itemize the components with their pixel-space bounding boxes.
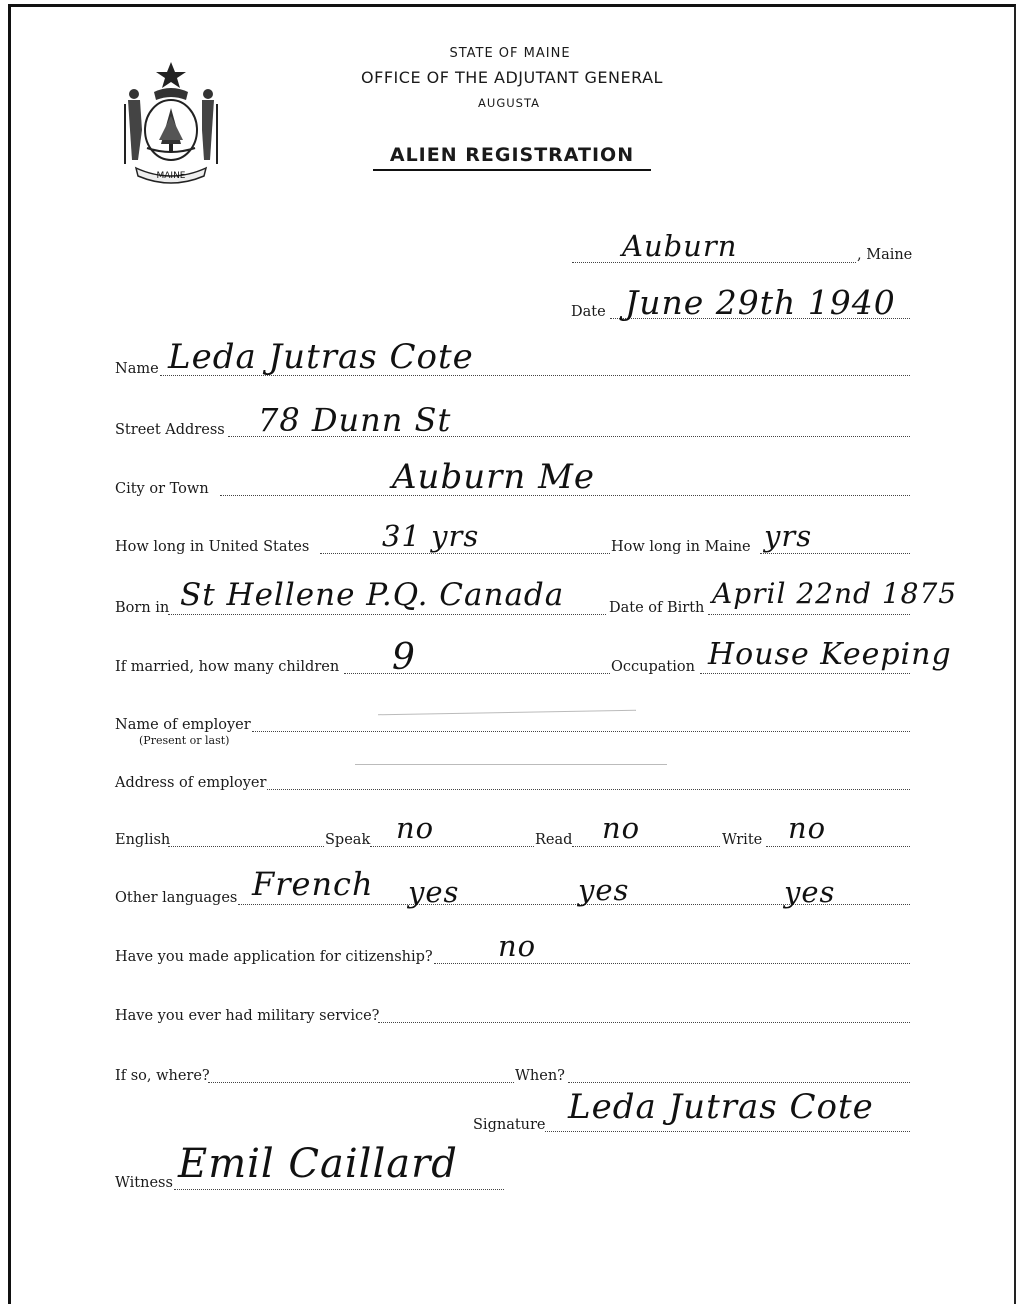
occupation-label: Occupation — [611, 659, 695, 675]
how-long-us-label: How long in United States — [115, 539, 310, 555]
office-heading: OFFICE OF THE ADJUTANT GENERAL — [361, 68, 663, 87]
other-write-value: yes — [784, 875, 836, 909]
maine-label: , Maine — [857, 247, 913, 263]
witness-label: Witness — [115, 1175, 173, 1191]
employer-address-label: Address of employer — [115, 775, 267, 791]
name-label: Name — [115, 361, 159, 377]
children-line — [344, 673, 610, 674]
how-long-us-value: 31 yrs — [382, 519, 480, 553]
how-long-maine-value: yrs — [764, 519, 813, 553]
read-line — [572, 846, 720, 847]
witness-line — [174, 1189, 504, 1190]
state-heading: STATE OF MAINE — [449, 46, 571, 61]
military-label: Have you ever had military service? — [115, 1008, 380, 1024]
write-label: Write — [722, 832, 763, 848]
employer-label: Name of employer — [115, 717, 251, 733]
other-read-value: yes — [578, 873, 630, 907]
born-in-value: St Hellene P.Q. Canada — [180, 577, 565, 613]
form-title: ALIEN REGISTRATION — [373, 144, 651, 171]
write-line — [766, 846, 910, 847]
read-label: Read — [535, 832, 573, 848]
street-label: Street Address — [115, 422, 225, 438]
english-line — [168, 846, 324, 847]
read-value: no — [602, 811, 641, 845]
citizenship-value: no — [498, 929, 537, 963]
english-label: English — [115, 832, 171, 848]
employer-line — [252, 731, 910, 732]
military-line — [378, 1022, 910, 1023]
other-languages-label: Other languages — [115, 890, 238, 906]
signature-line — [545, 1131, 910, 1132]
witness-value: Emil Caillard — [178, 1141, 458, 1187]
how-long-us-line — [320, 553, 610, 554]
signature-label: Signature — [473, 1117, 546, 1133]
born-in-line — [168, 614, 606, 615]
how-long-maine-label: How long in Maine — [611, 539, 751, 555]
name-value: Leda Jutras Cote — [168, 337, 474, 377]
speak-value: no — [396, 811, 435, 845]
employer-address-line — [267, 789, 910, 790]
citizenship-label: Have you made application for citizenship? — [115, 949, 433, 965]
employer-address-dash — [355, 764, 667, 765]
children-label: If married, how many children — [115, 659, 340, 675]
signature-value: Leda Jutras Cote — [568, 1087, 874, 1127]
write-value: no — [788, 811, 827, 845]
born-in-label: Born in — [115, 600, 170, 616]
children-value: 9 — [392, 637, 416, 678]
street-value: 78 Dunn St — [258, 401, 452, 439]
date-label: Date — [571, 304, 606, 320]
city-value: Auburn Me — [392, 457, 596, 497]
when-label: When? — [515, 1068, 565, 1084]
when-line — [568, 1082, 910, 1083]
city-label: City or Town — [115, 481, 209, 497]
date-value: June 29th 1940 — [625, 283, 896, 322]
speak-line — [370, 846, 534, 847]
how-long-maine-line — [760, 553, 910, 554]
speak-label: Speak — [325, 832, 371, 848]
city-heading: AUGUSTA — [478, 96, 540, 110]
where-line — [208, 1082, 514, 1083]
occupation-value: House Keeping — [708, 637, 952, 672]
svg-text:MAINE: MAINE — [156, 171, 186, 181]
town-value: Auburn — [622, 229, 738, 263]
dob-value: April 22nd 1875 — [712, 577, 958, 610]
where-label: If so, where? — [115, 1068, 210, 1084]
dob-label: Date of Birth — [609, 600, 705, 616]
dob-line — [708, 614, 910, 615]
citizenship-line — [434, 963, 910, 964]
occupation-line — [700, 673, 910, 674]
other-speak-value: yes — [408, 875, 460, 909]
employer-sublabel: (Present or last) — [139, 734, 230, 747]
other-language-value: French — [252, 865, 374, 903]
